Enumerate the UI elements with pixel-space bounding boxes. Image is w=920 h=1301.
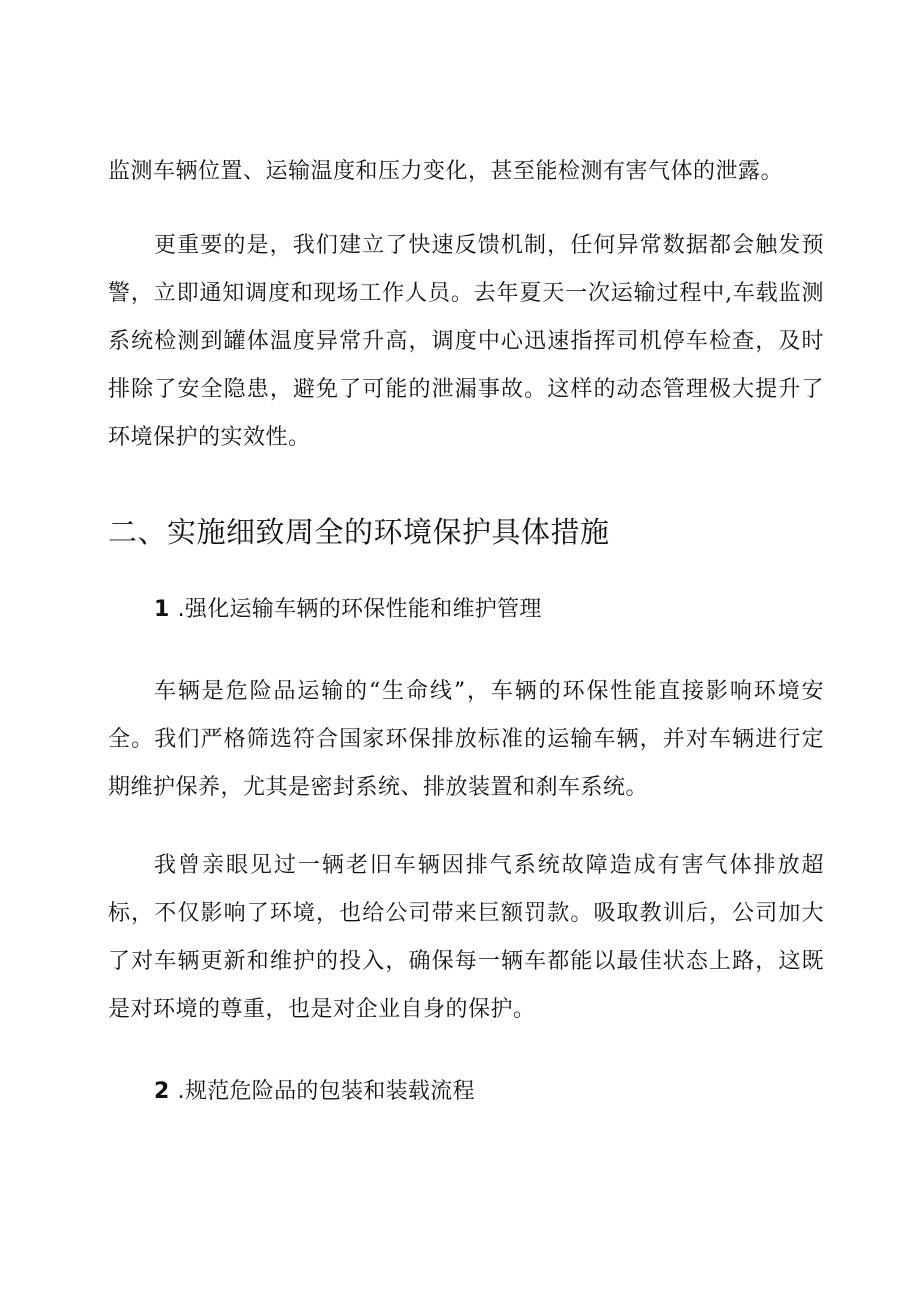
paragraph-feedback-mechanism: 更重要的是，我们建立了快速反馈机制，任何异常数据都会触发预警，立即通知调度和现场工作人员。去年夏天一次运输过程中,车载监测系统检测到罐体温度异常升高，调度中心迅速指挥司机停车检查，及时排除了安全隐患，避免了可能的泄漏事故。这样的动态管理极大提升了环境保护的实效性。 — [108, 233, 824, 450]
section-heading-2: 二、实施细致周全的环境保护具体措施 — [108, 515, 610, 549]
subsection-heading-2 — [108, 1068, 824, 1116]
paragraph-vehicle-incident: 我曾亲眼见过一辆老旧车辆因排气系统故障造成有害气体排放超标，不仅影响了环境，也给公司带来巨额罚款。吸取教训后，公司加大了对车辆更新和维护的投入，确保每一辆车都能以最佳状态上路，这既是对环境的尊重，也是对企业自身的保护。 — [108, 853, 824, 1022]
subsection-number: 1 — [154, 597, 170, 622]
document-body — [108, 148, 824, 1116]
paragraph-vehicle-lifeline: 车辆是危险品运输的“生命线”，车辆的环保性能直接影响环境安全。我们严格筛选符合国家环保排放标准的运输车辆，并对车辆进行定期维护保养，尤其是密封系统、排放装置和刹车系统。 — [108, 679, 824, 800]
subsection-number: 2 — [154, 1079, 170, 1104]
subsection-title: .强化运输车辆的环保性能和维护管理 — [177, 597, 542, 622]
paragraph-monitoring-end: 监测车辆位置、运输温度和压力变化，甚至能检测有害气体的泄露。 — [108, 159, 784, 184]
subsection-title: .规范危险品的包装和装载流程 — [177, 1079, 475, 1104]
subsection-heading-1 — [108, 586, 824, 634]
